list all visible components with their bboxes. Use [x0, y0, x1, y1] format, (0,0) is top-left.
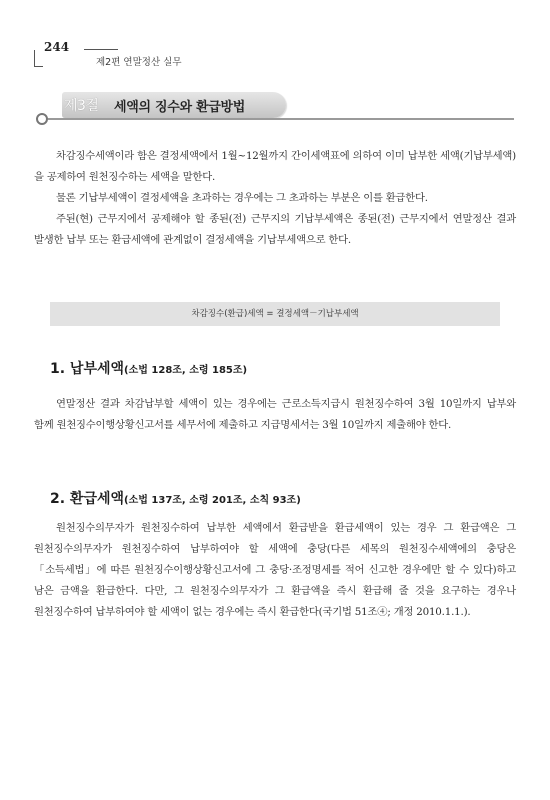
subsection-2-title: 2. 환급세액: [50, 491, 125, 507]
intro-paragraph-2: 물론 기납부세액이 결정세액을 초과하는 경우에는 그 초과하는 부분은 이를 환급한다.: [56, 192, 428, 204]
header-rule: [84, 49, 118, 50]
banner-circle-ornament: [36, 113, 48, 125]
subsection-1-heading: [50, 358, 247, 378]
subsection-1-reference: (소법 128조, 소령 185조): [124, 365, 248, 376]
formula-box: 차감징수(환급)세액 = 결정세액－기납부세액: [50, 302, 500, 326]
subsection-2-heading: [50, 488, 301, 508]
page-number: 244: [44, 40, 70, 54]
banner-underline: [48, 118, 514, 120]
section-title: 세액의 징수와 환급방법: [114, 100, 246, 115]
subsection-1-paragraph: 연말정산 결과 차감납부할 세액이 있는 경우에는 근로소득지급시 원천징수하여 3월 10일까지 납부와 함께 원천징수이행상황신고서를 세무서에 제출하고 지급명세서는 3월 10일까지 제출해야 한다.: [34, 398, 516, 431]
section-number: 제3절: [64, 98, 99, 114]
intro-paragraph-3: 주된(현) 근무지에서 공제해야 할 종된(전) 근무지의 기납부세액은 종된(전) 근무지에서 연말정산 결과 발생한 납부 또는 환급세액에 관계없이 결정세액을 기납부세액으로 한다.: [34, 213, 516, 246]
subsection-2-paragraph: 원천징수의무자가 원천징수하여 납부한 세액에서 환급받을 환급세액이 있는 경우 그 환급액은 그 원천징수의무자가 원천징수하여 납부하여야 할 세액에 충당(다른 세목의 원천징수세액에의 충당은「소득세법」에 따른 원천징수이행상황신고서에 그 충당·조정명세를 적어 신고한 경우에만 할 수 있다)하고 남은 금액을 환급한다. 다만, 그 원천징수의무자가 그 환급액을 즉시 환급해 줄 것을 요구하는 경우나 원천징수하여 납부하여야 할 세액이 없는 경우에는 즉시 환급한다(국기법 51조④; 개정 2010.1.1.).: [34, 522, 516, 618]
subsection-1-title: 1. 납부세액: [50, 361, 125, 377]
part-label: 제2편 연말정산 실무: [96, 57, 182, 68]
intro-paragraph-1: 차감징수세액이라 함은 결정세액에서 1월~12월까지 간이세액표에 의하여 이미 납부한 세액(기납부세액)을 공제하여 원천징수하는 세액을 말한다.: [34, 150, 516, 183]
subsection-2-reference: (소법 137조, 소령 201조, 소칙 93조): [124, 495, 301, 506]
section-banner: [62, 92, 286, 118]
header-bracket: [34, 50, 43, 67]
